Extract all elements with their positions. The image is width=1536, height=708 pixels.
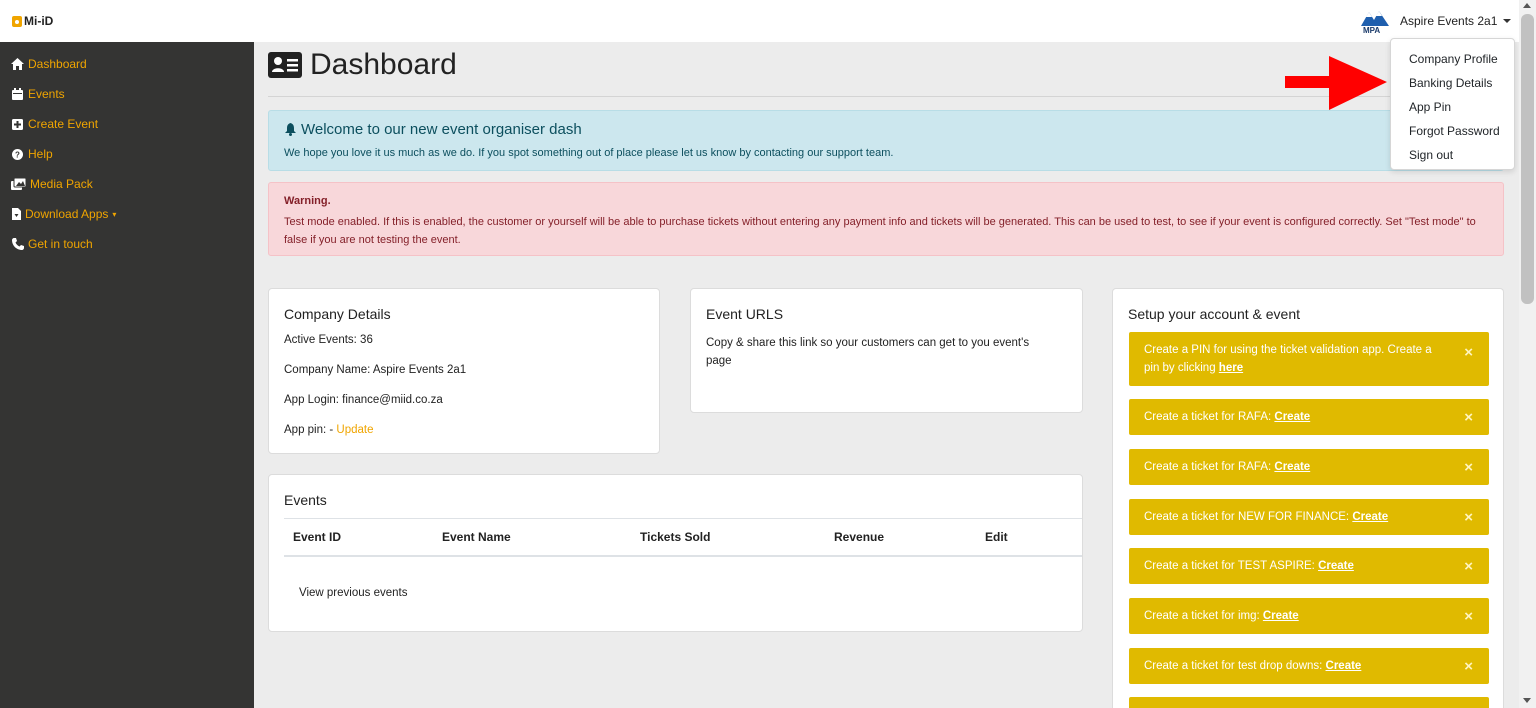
table-top-border: [284, 518, 1082, 519]
card-title: Setup your account & event: [1128, 306, 1300, 322]
column-header-event-id: Event ID: [293, 530, 342, 544]
svg-text:?: ?: [15, 150, 20, 159]
warning-title: Warning.: [284, 195, 331, 207]
sidebar-item-dashboard[interactable]: [11, 55, 87, 73]
setup-item-message: Create a ticket for NEW FOR FINANCE:: [1144, 511, 1353, 523]
sidebar-item-label: Events: [28, 87, 65, 101]
setup-item-message: Create a ticket for TEST ASPIRE:: [1144, 560, 1319, 572]
home-icon: [11, 58, 24, 71]
create-ticket-link[interactable]: Create: [1274, 461, 1311, 473]
file-download-icon: [11, 208, 21, 221]
top-bar: [0, 0, 1536, 42]
event-urls-text: Copy & share this link so your customers can get to you event's page: [706, 337, 1030, 367]
setup-item-text: [1144, 607, 1299, 625]
welcome-alert: [268, 110, 1504, 171]
annotation-arrow-icon: [1283, 52, 1389, 112]
sidebar-item-events[interactable]: [11, 85, 65, 103]
scroll-up-icon[interactable]: [1523, 3, 1531, 8]
caret-down-icon: [1503, 19, 1511, 23]
mountain-icon: [1360, 8, 1390, 28]
company-details-card: [268, 288, 660, 454]
welcome-alert-title-text: Welcome to our new event organiser dash: [301, 121, 582, 138]
close-icon[interactable]: ×: [1464, 558, 1473, 575]
close-icon[interactable]: ×: [1464, 459, 1473, 476]
events-card: [268, 474, 1083, 632]
close-icon[interactable]: ×: [1464, 509, 1473, 526]
calendar-icon: [11, 88, 24, 101]
close-icon[interactable]: ×: [1464, 344, 1473, 361]
sidebar-item-download-apps[interactable]: [11, 205, 116, 223]
sidebar-item-create-event[interactable]: [11, 115, 98, 133]
card-title: Event URLS: [706, 306, 784, 322]
sidebar-item-label: Download Apps: [25, 207, 109, 221]
column-header-event-name: Event Name: [442, 530, 511, 544]
sidebar-item-label: Create Event: [28, 117, 99, 131]
view-previous-events-link[interactable]: View previous events: [299, 587, 408, 599]
setup-item-text: [1144, 341, 1444, 377]
setup-item: [1129, 648, 1489, 684]
sidebar-item-media-pack[interactable]: [11, 175, 93, 193]
scrollbar-thumb[interactable]: [1521, 14, 1534, 304]
images-icon: [11, 178, 26, 191]
active-events: Active Events: 36: [284, 334, 373, 346]
setup-card: [1112, 288, 1504, 708]
sidebar-item-help[interactable]: [11, 145, 53, 163]
card-title: Company Details: [284, 306, 391, 322]
page-title: [268, 48, 457, 82]
close-icon[interactable]: ×: [1464, 658, 1473, 675]
company-logo-text: MPA: [1363, 26, 1381, 35]
column-header-tickets-sold: Tickets Sold: [640, 530, 711, 544]
company-name: Company Name: Aspire Events 2a1: [284, 364, 467, 376]
setup-item-message: Create a ticket for test drop downs:: [1144, 660, 1326, 672]
sidebar-item-label: Media Pack: [30, 177, 93, 191]
menu-item-banking-details[interactable]: Banking Details: [1409, 76, 1493, 90]
create-ticket-link[interactable]: Create: [1325, 660, 1362, 672]
app-pin-label: App pin: -: [284, 424, 337, 436]
app-logo[interactable]: [12, 14, 53, 28]
column-header-edit: Edit: [985, 530, 1008, 544]
create-ticket-link[interactable]: Create: [1262, 610, 1299, 622]
app-pin: [284, 424, 374, 436]
setup-item: [1129, 449, 1489, 485]
scroll-down-icon[interactable]: [1523, 698, 1531, 703]
sidebar-item-label: Get in touch: [28, 237, 93, 251]
update-pin-link[interactable]: Update: [336, 424, 374, 436]
create-ticket-link[interactable]: Create: [1274, 411, 1311, 423]
sidebar-item-get-in-touch[interactable]: [11, 235, 93, 253]
setup-item-message: Create a ticket for img:: [1144, 610, 1263, 622]
setup-item-message: Create a ticket for RAFA:: [1144, 461, 1275, 473]
company-logo: [1360, 6, 1390, 36]
test-mode-warning: [268, 182, 1504, 256]
close-icon[interactable]: ×: [1464, 409, 1473, 426]
sidebar-item-label: Help: [28, 147, 53, 161]
page-title-text: Dashboard: [310, 48, 457, 81]
id-card-icon: [268, 52, 302, 78]
setup-item-text: [1144, 557, 1354, 575]
user-dropdown-menu: [1390, 38, 1515, 170]
bell-icon: [284, 123, 297, 136]
event-urls-card: [690, 288, 1083, 413]
sidebar: [0, 42, 254, 708]
close-icon[interactable]: ×: [1464, 608, 1473, 625]
user-menu-toggle[interactable]: [1360, 6, 1511, 36]
welcome-alert-title: [284, 121, 582, 138]
setup-item: [1129, 499, 1489, 535]
logo-text: Mi-iD: [24, 14, 54, 28]
user-name: Aspire Events 2a1: [1400, 14, 1498, 28]
card-title: Events: [284, 492, 327, 508]
setup-item: [1129, 548, 1489, 584]
create-ticket-link[interactable]: Create: [1318, 560, 1354, 572]
setup-item-message: Create a PIN for using the ticket validation app. Create a pin by clicking: [1144, 344, 1432, 374]
setup-item-text: [1144, 408, 1310, 426]
caret-down-icon: ▾: [112, 209, 117, 219]
setup-item-message: Create a ticket for RAFA:: [1144, 411, 1275, 423]
menu-item-forgot-password[interactable]: Forgot Password: [1409, 124, 1500, 138]
welcome-alert-text: We hope you love it us much as we do. If you spot something out of place please let us know by contacting our support team.: [284, 147, 894, 159]
phone-icon: [11, 238, 24, 251]
setup-item-text: [1144, 508, 1388, 526]
page-scrollbar[interactable]: [1519, 0, 1536, 708]
sidebar-item-label: Dashboard: [28, 57, 87, 71]
setup-item-text: [1144, 458, 1310, 476]
setup-item: [1129, 332, 1489, 386]
menu-item-sign-out[interactable]: Sign out: [1409, 148, 1454, 162]
plus-square-icon: [11, 118, 24, 131]
warning-text: Test mode enabled. If this is enabled, the customer or yourself will be able to purchase tickets without entering any payment info and tickets will be generated. This can be used to test, to see if your event is configured correctly. Set "Test mode" to false if you are not testing the event.: [284, 216, 1476, 246]
setup-item: [1129, 598, 1489, 634]
create-pin-link[interactable]: here: [1218, 362, 1244, 374]
setup-item-text: [1144, 657, 1361, 675]
app-login: App Login: finance@miid.co.za: [284, 394, 443, 406]
logo-icon: [12, 16, 22, 27]
create-ticket-link[interactable]: Create: [1352, 511, 1389, 523]
menu-item-company-profile[interactable]: Company Profile: [1409, 52, 1498, 66]
menu-item-app-pin[interactable]: App Pin: [1409, 100, 1452, 114]
table-header-border: [284, 555, 1082, 557]
setup-item-partial: [1129, 697, 1489, 708]
column-header-revenue: Revenue: [834, 530, 885, 544]
question-circle-icon: [11, 148, 24, 161]
setup-item: [1129, 399, 1489, 435]
